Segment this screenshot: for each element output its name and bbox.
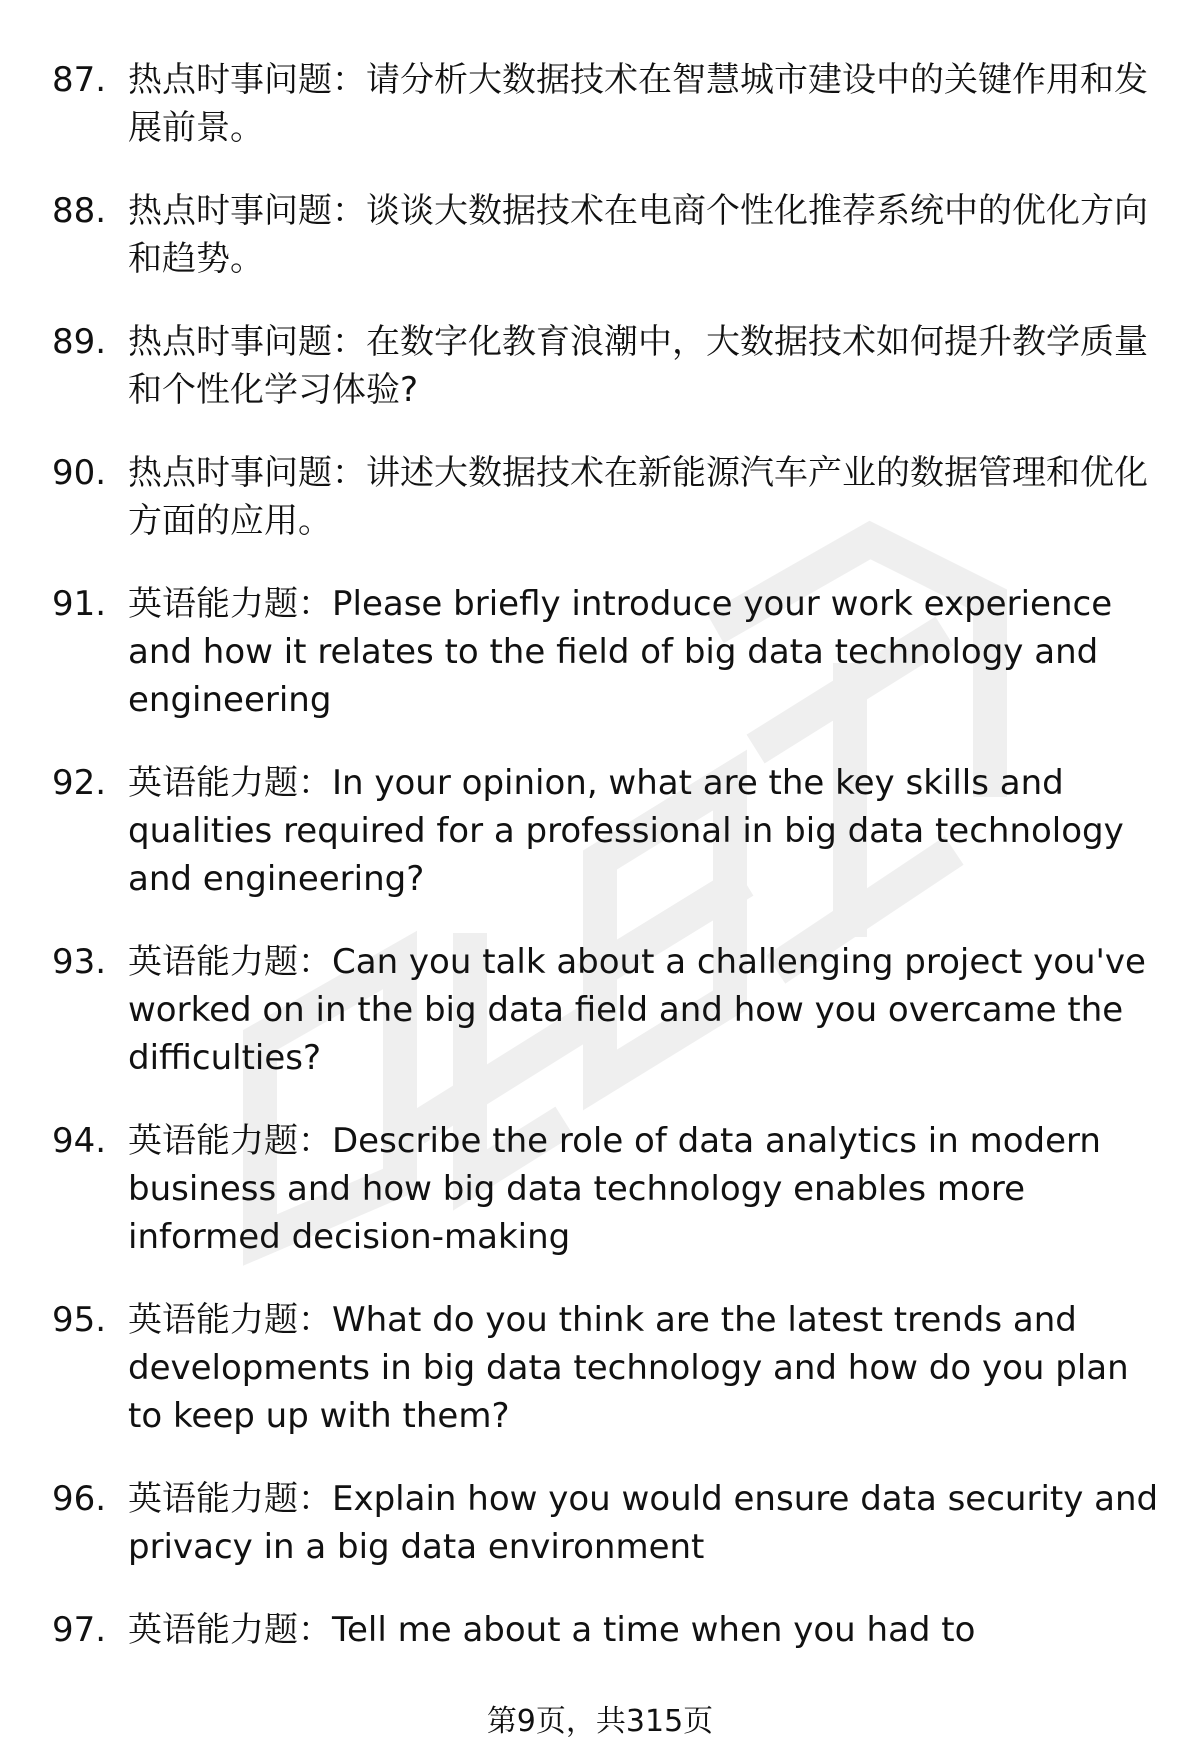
question-number: 91. bbox=[52, 584, 107, 624]
question-text: 英语能力题：Tell me about a time when you had to bbox=[128, 1610, 976, 1650]
question-list bbox=[0, 56, 1200, 1689]
question-item bbox=[0, 449, 1200, 545]
question-number: 95. bbox=[52, 1300, 107, 1340]
page-number-footer: 第9页，共315页 bbox=[486, 1704, 714, 1739]
question-number: 93. bbox=[52, 942, 107, 982]
question-number: 92. bbox=[52, 763, 107, 803]
question-item bbox=[0, 1606, 1200, 1654]
question-item bbox=[0, 1296, 1200, 1440]
question-text: 英语能力题：Describe the role of data analytics in modern business and how big data technology enables more informed decision-making bbox=[128, 1121, 1101, 1257]
question-item bbox=[0, 938, 1200, 1082]
question-number: 96. bbox=[52, 1479, 107, 1519]
question-number: 94. bbox=[52, 1121, 107, 1161]
question-text: 热点时事问题：在数字化教育浪潮中，大数据技术如何提升教学质量和个性化学习体验? bbox=[128, 322, 1148, 410]
question-text: 热点时事问题：请分析大数据技术在智慧城市建设中的关键作用和发展前景。 bbox=[128, 60, 1148, 148]
question-number: 90. bbox=[52, 453, 107, 493]
question-number: 87. bbox=[52, 60, 107, 100]
question-text: 热点时事问题：谈谈大数据技术在电商个性化推荐系统中的优化方向和趋势。 bbox=[128, 191, 1148, 279]
question-item bbox=[0, 56, 1200, 152]
question-item bbox=[0, 187, 1200, 283]
question-text: 英语能力题：In your opinion, what are the key skills and qualities required for a professional in big data technology and engineering? bbox=[128, 763, 1124, 899]
question-item bbox=[0, 1475, 1200, 1571]
question-text: 热点时事问题：讲述大数据技术在新能源汽车产业的数据管理和优化方面的应用。 bbox=[128, 453, 1148, 541]
question-item bbox=[0, 1117, 1200, 1261]
question-number: 88. bbox=[52, 191, 107, 231]
question-text: 英语能力题：Explain how you would ensure data security and privacy in a big data environment bbox=[128, 1479, 1159, 1567]
question-number: 89. bbox=[52, 322, 107, 362]
question-text: 英语能力题：Can you talk about a challenging project you've worked on in the big data field and how you overcame the difficulties? bbox=[128, 942, 1146, 1078]
question-text: 英语能力题：What do you think are the latest trends and developments in big data technology and how do you plan to keep up with them? bbox=[128, 1300, 1129, 1436]
question-item bbox=[0, 580, 1200, 724]
question-number: 97. bbox=[52, 1610, 107, 1650]
question-item bbox=[0, 318, 1200, 414]
question-text: 英语能力题：Please briefly introduce your work experience and how it relates to the field of big data technology and engineering bbox=[128, 584, 1113, 720]
question-item bbox=[0, 759, 1200, 903]
